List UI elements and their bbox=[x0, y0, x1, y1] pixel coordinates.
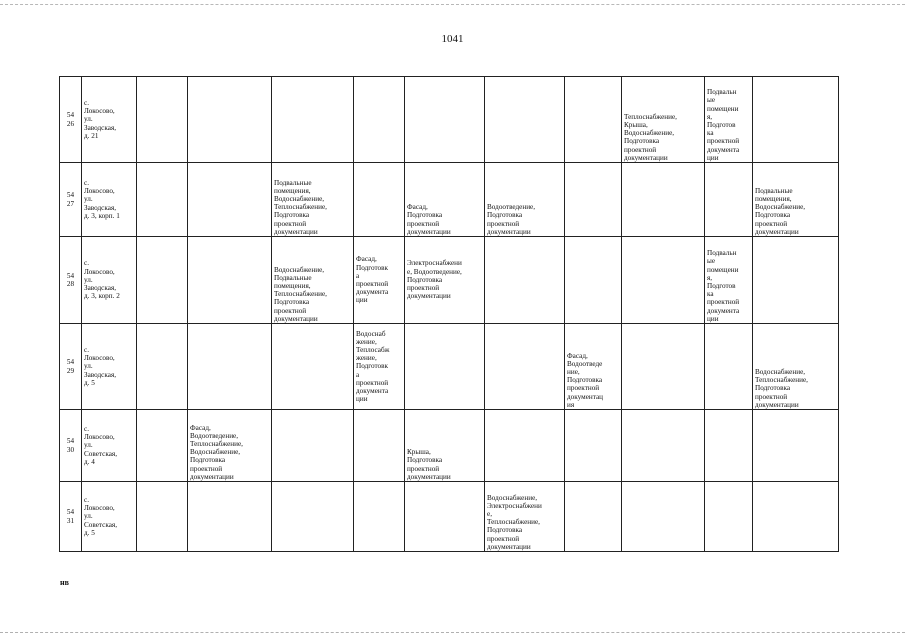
row-number-cell: 54 28 bbox=[60, 237, 82, 324]
work-type-cell bbox=[622, 163, 705, 237]
row-number-cell: 54 27 bbox=[60, 163, 82, 237]
work-type-cell: Теплоснабжение, Крыша, Водоснабжение, Подготовка проектной документации bbox=[622, 77, 705, 163]
work-type-cell bbox=[405, 77, 485, 163]
work-type-cell bbox=[705, 163, 753, 237]
work-type-cell bbox=[565, 410, 622, 482]
work-type-cell bbox=[565, 77, 622, 163]
address-cell: с. Локосово, ул. Советская, д. 5 bbox=[82, 482, 137, 552]
work-type-cell: Подвальн ые помещени я, Подготов ка проектной документа ции bbox=[705, 237, 753, 324]
work-type-cell bbox=[354, 482, 405, 552]
address-cell: с. Локосово, ул. Заводская, д. 5 bbox=[82, 324, 137, 410]
work-type-cell bbox=[565, 482, 622, 552]
scan-edge-top bbox=[0, 4, 905, 5]
page-number: 1041 bbox=[441, 33, 464, 45]
table-row bbox=[60, 482, 839, 552]
table-row bbox=[60, 77, 839, 163]
work-type-cell: Фасад, Водоотведение, Теплоснабжение, Водоснабжение, Подготовка проектной документации bbox=[188, 410, 272, 482]
work-type-cell bbox=[485, 410, 565, 482]
table-row bbox=[60, 324, 839, 410]
work-type-cell bbox=[188, 237, 272, 324]
work-type-cell bbox=[405, 482, 485, 552]
work-type-cell bbox=[485, 237, 565, 324]
work-type-cell: Крыша, Подготовка проектной документации bbox=[405, 410, 485, 482]
address-cell: с. Локосово, ул. Заводская, д. 21 bbox=[82, 77, 137, 163]
work-type-cell bbox=[753, 410, 839, 482]
work-type-cell bbox=[137, 237, 188, 324]
work-type-cell: Подвальные помещения, Водоснабжение, Подготовка проектной документации bbox=[753, 163, 839, 237]
work-type-cell bbox=[137, 77, 188, 163]
table-row bbox=[60, 410, 839, 482]
work-type-cell bbox=[485, 324, 565, 410]
row-number-cell: 54 29 bbox=[60, 324, 82, 410]
work-type-cell bbox=[485, 77, 565, 163]
work-type-cell bbox=[405, 324, 485, 410]
work-type-cell bbox=[137, 410, 188, 482]
table-row bbox=[60, 237, 839, 324]
work-type-cell bbox=[272, 482, 354, 552]
work-type-cell: Водоснабжение, Электроснабжени е, Теплоснабжение, Подготовка проектной документации bbox=[485, 482, 565, 552]
work-type-cell: Фасад, Подготовк а проектной документа ции bbox=[354, 237, 405, 324]
work-type-cell bbox=[354, 410, 405, 482]
work-type-cell: Подвальн ые помещени я, Подготов ка проектной документа ции bbox=[705, 77, 753, 163]
work-type-cell bbox=[622, 410, 705, 482]
work-type-cell bbox=[272, 324, 354, 410]
row-number-cell: 54 31 bbox=[60, 482, 82, 552]
work-type-cell bbox=[354, 77, 405, 163]
work-type-cell: Подвальные помещения, Водоснабжение, Теплоснабжение, Подготовка проектной документации bbox=[272, 163, 354, 237]
scan-edge-bottom bbox=[0, 632, 905, 633]
work-type-cell bbox=[753, 237, 839, 324]
work-type-cell bbox=[354, 163, 405, 237]
work-type-cell bbox=[622, 482, 705, 552]
work-type-cell: Водоотведение, Подготовка проектной документации bbox=[485, 163, 565, 237]
work-type-cell bbox=[272, 77, 354, 163]
work-type-cell bbox=[565, 237, 622, 324]
work-type-cell bbox=[622, 237, 705, 324]
work-type-cell bbox=[565, 163, 622, 237]
work-type-cell: Фасад, Подготовка проектной документации bbox=[405, 163, 485, 237]
work-type-cell bbox=[137, 163, 188, 237]
footer-mark: нв bbox=[60, 578, 69, 587]
work-type-cell bbox=[137, 482, 188, 552]
work-type-cell: Водоснабжение, Подвальные помещения, Теплоснабжение, Подготовка проектной документации bbox=[272, 237, 354, 324]
work-type-cell bbox=[188, 77, 272, 163]
work-type-cell: Водоснабжение, Теплоснабжение, Подготовка проектной документации bbox=[753, 324, 839, 410]
work-type-cell: Фасад, Водоотведе ние, Подготовка проектной документац ия bbox=[565, 324, 622, 410]
work-type-cell bbox=[188, 163, 272, 237]
work-type-cell bbox=[705, 324, 753, 410]
work-type-cell bbox=[272, 410, 354, 482]
work-type-cell bbox=[705, 482, 753, 552]
work-type-cell bbox=[753, 77, 839, 163]
work-type-cell bbox=[705, 410, 753, 482]
work-type-cell bbox=[188, 324, 272, 410]
repair-schedule-table bbox=[59, 76, 839, 552]
work-type-cell bbox=[188, 482, 272, 552]
work-type-cell bbox=[622, 324, 705, 410]
table-row bbox=[60, 163, 839, 237]
address-cell: с. Локосово, ул. Заводская, д. 3, корп. 2 bbox=[82, 237, 137, 324]
address-cell: с. Локосово, ул. Советская, д. 4 bbox=[82, 410, 137, 482]
work-type-cell bbox=[753, 482, 839, 552]
work-type-cell: Водоснаб жение, Теплосабж жение, Подготовк а проектной документа ции bbox=[354, 324, 405, 410]
address-cell: с. Локосово, ул. Заводская, д. 3, корп. 1 bbox=[82, 163, 137, 237]
row-number-cell: 54 30 bbox=[60, 410, 82, 482]
work-type-cell bbox=[137, 324, 188, 410]
row-number-cell: 54 26 bbox=[60, 77, 82, 163]
work-type-cell: Электроснабжени е, Водоотведение, Подготовка проектной документации bbox=[405, 237, 485, 324]
